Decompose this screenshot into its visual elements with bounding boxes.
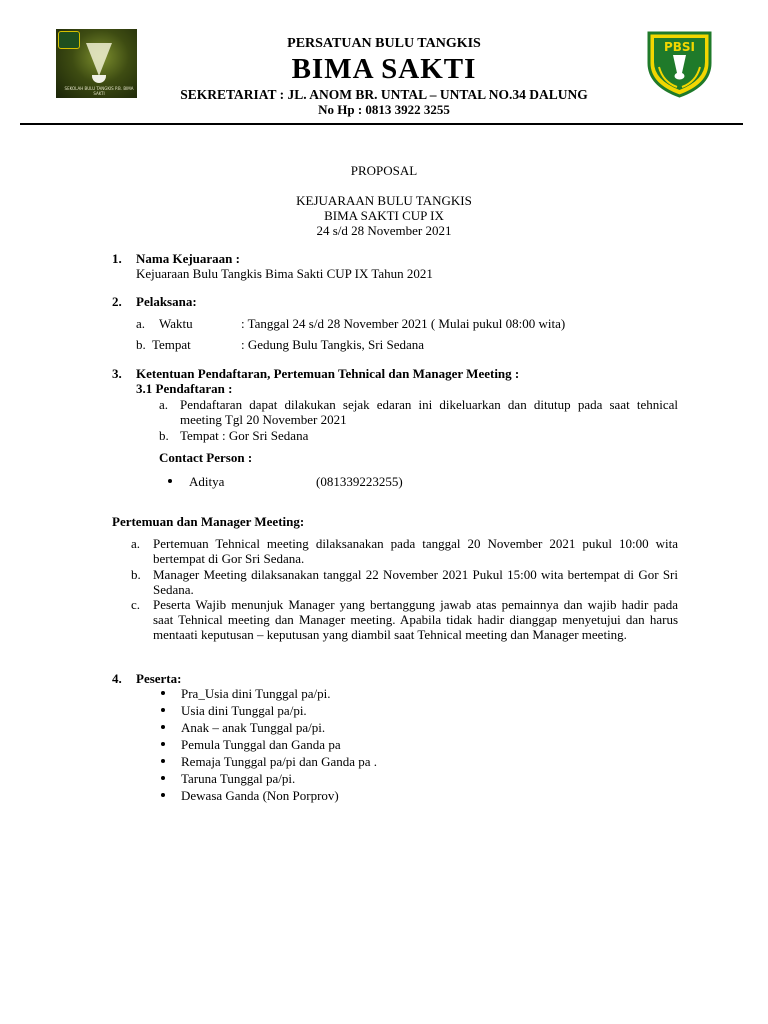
- bullet-icon: [161, 759, 165, 763]
- section4-heading: Peserta:: [136, 671, 182, 686]
- meeting-item-text: Pertemuan Tehnical meeting dilaksanakan pada tanggal 20 November 2021 pukul 10:00 wita bertempat di Gor Sri Sedana.: [153, 536, 678, 566]
- section3-number: 3.: [112, 366, 122, 381]
- participant-item: Pra_Usia dini Tunggal pa/pi.: [181, 686, 331, 701]
- section2-item-value: : Tanggal 24 s/d 28 November 2021 ( Mulai pukul 08:00 wita): [241, 316, 566, 331]
- pbsi-logo: [643, 27, 716, 99]
- meeting-item-letter: c.: [131, 597, 141, 612]
- participant-item: Anak – anak Tunggal pa/pi.: [181, 720, 326, 735]
- org-prefix: PERSATUAN BULU TANGKIS: [287, 36, 481, 51]
- participant-item: Remaja Tunggal pa/pi dan Ganda pa .: [181, 754, 378, 769]
- section2-item-letter: b.: [136, 337, 146, 352]
- section3-item-letter: a.: [159, 397, 169, 412]
- section1-heading: Nama Kejuaraan :: [136, 251, 240, 266]
- event-dates: 24 s/d 28 November 2021: [316, 223, 452, 238]
- doc-type-title: PROPOSAL: [350, 163, 418, 178]
- meeting-item-text: Peserta Wajib menunjuk Manager yang bertanggung jawab atas pemainnya dan wajib hadir pada saat Tehnical meeting dan Manager meeting. Apabila tidak hadir dianggap menyetujui dan harus mentaati keputusan – keputusan yang diambil saat Tehnical meeting dan Manager meeting.: [153, 597, 678, 642]
- event-title-line2: BIMA SAKTI CUP IX: [324, 208, 444, 223]
- contact-heading: Contact Person :: [159, 450, 253, 465]
- pbsi-logo-text: PBSI: [663, 40, 696, 54]
- phone-number: No Hp : 0813 3922 3255: [318, 102, 450, 117]
- contact-name: Aditya: [189, 474, 225, 489]
- section2-item-label: Tempat: [152, 337, 191, 352]
- participant-item: Taruna Tunggal pa/pi.: [181, 771, 296, 786]
- section3-item-letter: b.: [159, 428, 169, 443]
- section2-item-letter: a.: [136, 316, 146, 331]
- meeting-item-letter: a.: [131, 536, 141, 551]
- section1-number: 1.: [112, 251, 122, 266]
- header-divider: [20, 123, 743, 125]
- section1-body: Kejuaraan Bulu Tangkis Bima Sakti CUP IX Tahun 2021: [136, 266, 433, 281]
- secretariat-address: SEKRETARIAT : JL. ANOM BR. UNTAL – UNTAL NO.34 DALUNG: [180, 87, 588, 102]
- club-logo-caption: SEKOLAH BULU TANGKIS P.B. BIMA SAKTI: [64, 86, 134, 96]
- participant-item: Dewasa Ganda (Non Porprov): [181, 788, 339, 803]
- section2-item-label: Waktu: [159, 316, 193, 331]
- bullet-icon: [161, 725, 165, 729]
- section3-heading: Ketentuan Pendaftaran, Pertemuan Tehnical dan Manager Meeting :: [136, 366, 520, 381]
- bullet-icon: [168, 479, 172, 483]
- club-name: BIMA SAKTI: [291, 53, 477, 85]
- bullet-icon: [161, 776, 165, 780]
- section3-item-text: Tempat : Gor Sri Sedana: [180, 428, 309, 443]
- bullet-icon: [161, 708, 165, 712]
- contact-phone: (081339223255): [316, 474, 403, 489]
- meeting-item-text: Manager Meeting dilaksanakan tanggal 22 November 2021 Pukul 15:00 wita bertempat di Gor Sri Sedana.: [153, 567, 678, 597]
- bullet-icon: [161, 742, 165, 746]
- section4-number: 4.: [112, 671, 122, 686]
- participant-item: Usia dini Tunggal pa/pi.: [181, 703, 307, 718]
- participant-item: Pemula Tunggal dan Ganda pa: [181, 737, 341, 752]
- bullet-icon: [161, 691, 165, 695]
- event-title-line1: KEJUARAAN BULU TANGKIS: [296, 193, 472, 208]
- bullet-icon: [161, 793, 165, 797]
- meeting-item-letter: b.: [131, 567, 141, 582]
- section3-item-text: Pendaftaran dapat dilakukan sejak edaran ini dikeluarkan dan ditutup pada saat tehnical meeting Tgl 20 November 2021: [180, 397, 678, 427]
- meeting-heading: Pertemuan dan Manager Meeting:: [112, 514, 305, 529]
- section2-heading: Pelaksana:: [136, 294, 197, 309]
- section3-sub-heading: 3.1 Pendaftaran :: [136, 381, 233, 396]
- section2-number: 2.: [112, 294, 122, 309]
- section2-item-value: : Gedung Bulu Tangkis, Sri Sedana: [241, 337, 425, 352]
